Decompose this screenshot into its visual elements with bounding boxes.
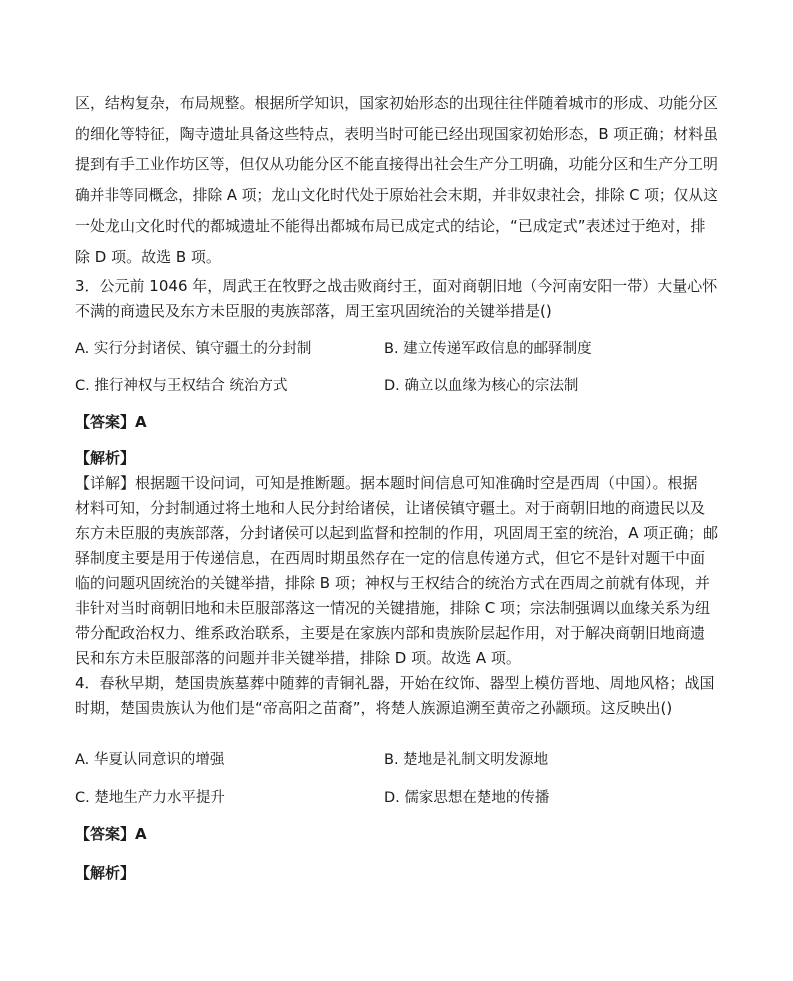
q4-answer: 【答案】A (75, 825, 147, 843)
q4-stem-line: 时期，楚国贵族认为他们是“帝高阳之苗裔”，将楚人族源追溯至黄帝之孙颛顼。这反映出() (75, 699, 673, 717)
q3-detail-line: 东方未臣服的夷族部落，分封诸侯可以起到监督和控制的作用，巩固周王室的统治，A 项正确；邮 (75, 524, 719, 542)
q4-stem-line: 4．春秋早期，楚国贵族墓葬中随葬的青铜礼器，开始在纹饰、器型上模仿晋地、周地风格；战国 (75, 674, 715, 692)
q3-stem-line: 不满的商遗民及东方未臣服的夷族部落，周王室巩固统治的关键举措是() (75, 302, 552, 320)
q3-detail-line: 非针对当时商朝旧地和未臣服部落这一情况的关键措施，排除 C 项；宗法制强调以血缘关系为纽 (75, 599, 711, 617)
q3-detail-line: 临的问题巩固统治的关键举措，排除 B 项；神权与王权结合的统治方式在西周之前就有体现，并 (75, 574, 710, 592)
q3-option-c: C. 推行神权与王权结合 统治方式 (75, 378, 288, 394)
q3-analysis-label: 【解析】 (75, 449, 136, 467)
q3-option-b: B. 建立传递军政信息的邮驿制度 (384, 341, 592, 357)
q3-detail-line: 带分配政治权力、维系政治联系，主要是在家族内部和贵族阶层起作用，对于解决商朝旧地商遗 (75, 624, 706, 642)
prev-explanation-line: 一处龙山文化时代的都城遗址不能得出都城布局已成定式的结论，“已成定式”表述过于绝对，排 (75, 217, 706, 235)
q4-option-c: C. 楚地生产力水平提升 (75, 790, 225, 806)
q3-detail-line: 材料可知，分封制通过将土地和人民分封给诸侯，让诸侯镇守疆土。对于商朝旧地的商遗民以及 (75, 499, 706, 517)
q3-detail-line: 民和东方未臣服部落的问题并非关键举措，排除 D 项。故选 A 项。 (75, 649, 521, 667)
q3-detail-line: 驿制度主要是用于传递信息，在西周时期虽然存在一定的信息传递方式，但它不是针对题干中面 (75, 549, 706, 567)
q3-answer: 【答案】A (75, 413, 147, 431)
prev-explanation-line: 确并非等同概念，排除 A 项；龙山文化时代处于原始社会末期，并非奴隶社会，排除 C 项；仅从这 (75, 186, 718, 204)
q4-option-a: A. 华夏认同意识的增强 (75, 752, 225, 768)
prev-explanation-line: 除 D 项。故选 B 项。 (75, 248, 221, 266)
q4-option-b: B. 楚地是礼制文明发源地 (384, 752, 549, 768)
q4-analysis-label: 【解析】 (75, 864, 136, 882)
prev-explanation-line: 区，结构复杂，布局规整。根据所学知识，国家初始形态的出现往往伴随着城市的形成、功能分区 (75, 94, 719, 112)
q3-stem-line: 3．公元前 1046 年，周武王在牧野之战击败商纣王，面对商朝旧地（今河南安阳一带）大量心怀 (75, 277, 718, 295)
q3-detail-line: 【详解】根据题干设问词，可知是推断题。据本题时间信息可知准确时空是西周（中国）。根据 (75, 474, 698, 492)
q3-option-a: A. 实行分封诸侯、镇守疆土的分封制 (75, 341, 312, 357)
q3-option-d: D. 确立以血缘为核心的宗法制 (384, 378, 579, 394)
prev-explanation-line: 提到有手工业作坊区等，但仅从功能分区不能直接得出社会生产分工明确，功能分区和生产分工明 (75, 155, 719, 173)
prev-explanation-line: 的细化等特征，陶寺遗址具备这些特点，表明当时可能已经出现国家初始形态，B 项正确；材料虽 (75, 125, 719, 143)
q4-option-d: D. 儒家思想在楚地的传播 (384, 790, 550, 806)
